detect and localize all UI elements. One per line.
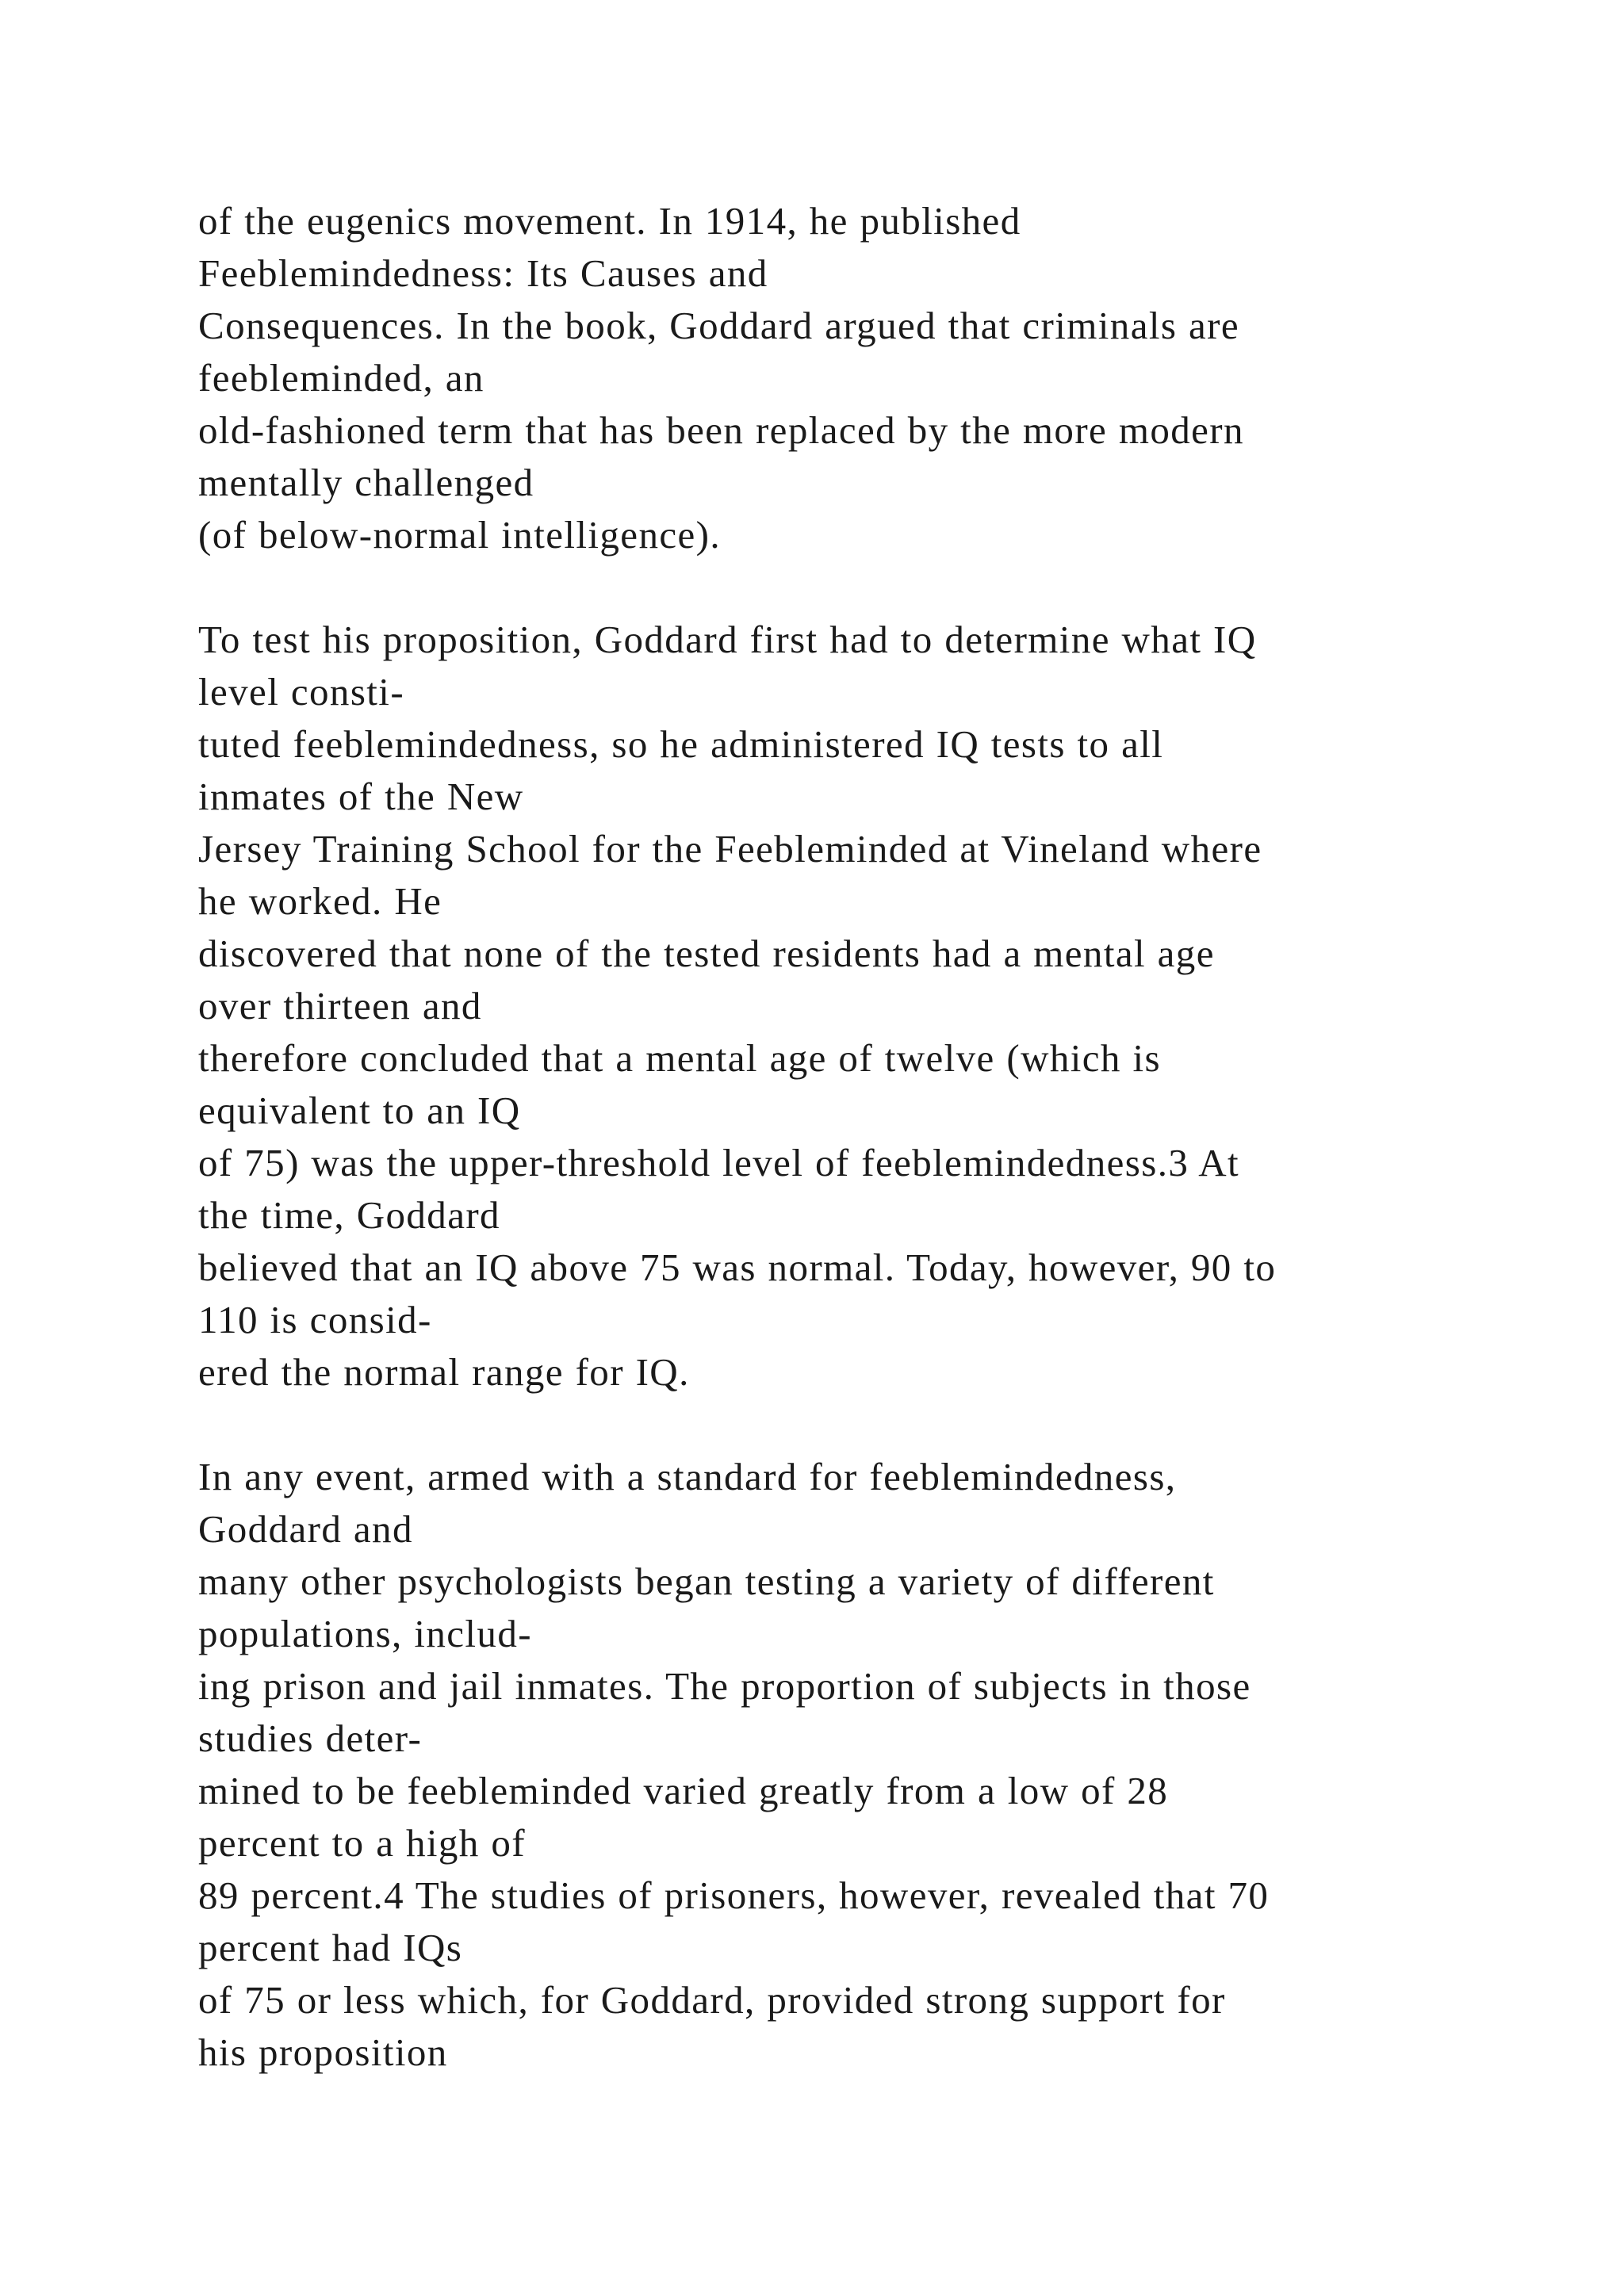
text-line: therefore concluded that a mental age of twelve (which is xyxy=(198,1036,1161,1080)
text-line: To test his proposition, Goddard first had to determine what IQ xyxy=(198,618,1257,661)
paragraph-spacer xyxy=(198,1399,1546,1451)
text-line: ered the normal range for IQ. xyxy=(198,1350,690,1394)
paragraph-2 xyxy=(198,614,1546,1399)
text-line: tuted feeblemindedness, so he administered IQ tests to all xyxy=(198,722,1164,766)
text-line: percent had IQs xyxy=(198,1926,463,1969)
text-line: over thirteen and xyxy=(198,984,482,1027)
text-line: studies deter- xyxy=(198,1716,423,1760)
text-line: the time, Goddard xyxy=(198,1193,500,1237)
text-line: ing prison and jail inmates. The proportion of subjects in those xyxy=(198,1664,1251,1708)
document-body xyxy=(198,195,1546,2079)
text-line: old-fashioned term that has been replaced by the more modern xyxy=(198,408,1244,452)
text-line: many other psychologists began testing a variety of different xyxy=(198,1559,1215,1603)
text-line: In any event, armed with a standard for feeblemindedness, xyxy=(198,1455,1177,1498)
text-line: of 75) was the upper-threshold level of feeblemindedness.3 At xyxy=(198,1141,1239,1184)
text-line: feebleminded, an xyxy=(198,356,485,400)
text-line: (of below-normal intelligence). xyxy=(198,513,722,557)
text-line: his proposition xyxy=(198,2030,448,2074)
text-line: he worked. He xyxy=(198,879,442,923)
text-line: Consequences. In the book, Goddard argued that criminals are xyxy=(198,304,1240,347)
text-line: mined to be feebleminded varied greatly from a low of 28 xyxy=(198,1769,1169,1812)
text-line: populations, includ- xyxy=(198,1612,532,1655)
text-line: 110 is consid- xyxy=(198,1298,432,1341)
text-line: mentally challenged xyxy=(198,461,534,504)
text-line: Goddard and xyxy=(198,1507,413,1551)
paragraph-1 xyxy=(198,195,1546,561)
text-line: level consti- xyxy=(198,670,405,714)
text-line: percent to a high of xyxy=(198,1821,526,1865)
text-line: Jersey Training School for the Feebleminded at Vineland where xyxy=(198,827,1262,871)
text-line: of 75 or less which, for Goddard, provided strong support for xyxy=(198,1978,1226,2022)
text-line: equivalent to an IQ xyxy=(198,1089,521,1132)
paragraph-spacer xyxy=(198,561,1546,614)
text-line: Feeblemindedness: Its Causes and xyxy=(198,251,768,295)
text-line: discovered that none of the tested residents had a mental age xyxy=(198,932,1215,975)
text-line: inmates of the New xyxy=(198,775,524,818)
text-line: of the eugenics movement. In 1914, he published xyxy=(198,199,1021,243)
text-line: believed that an IQ above 75 was normal. Today, however, 90 to xyxy=(198,1246,1277,1289)
text-line: 89 percent.4 The studies of prisoners, however, revealed that 70 xyxy=(198,1873,1270,1917)
paragraph-3 xyxy=(198,1451,1546,2079)
